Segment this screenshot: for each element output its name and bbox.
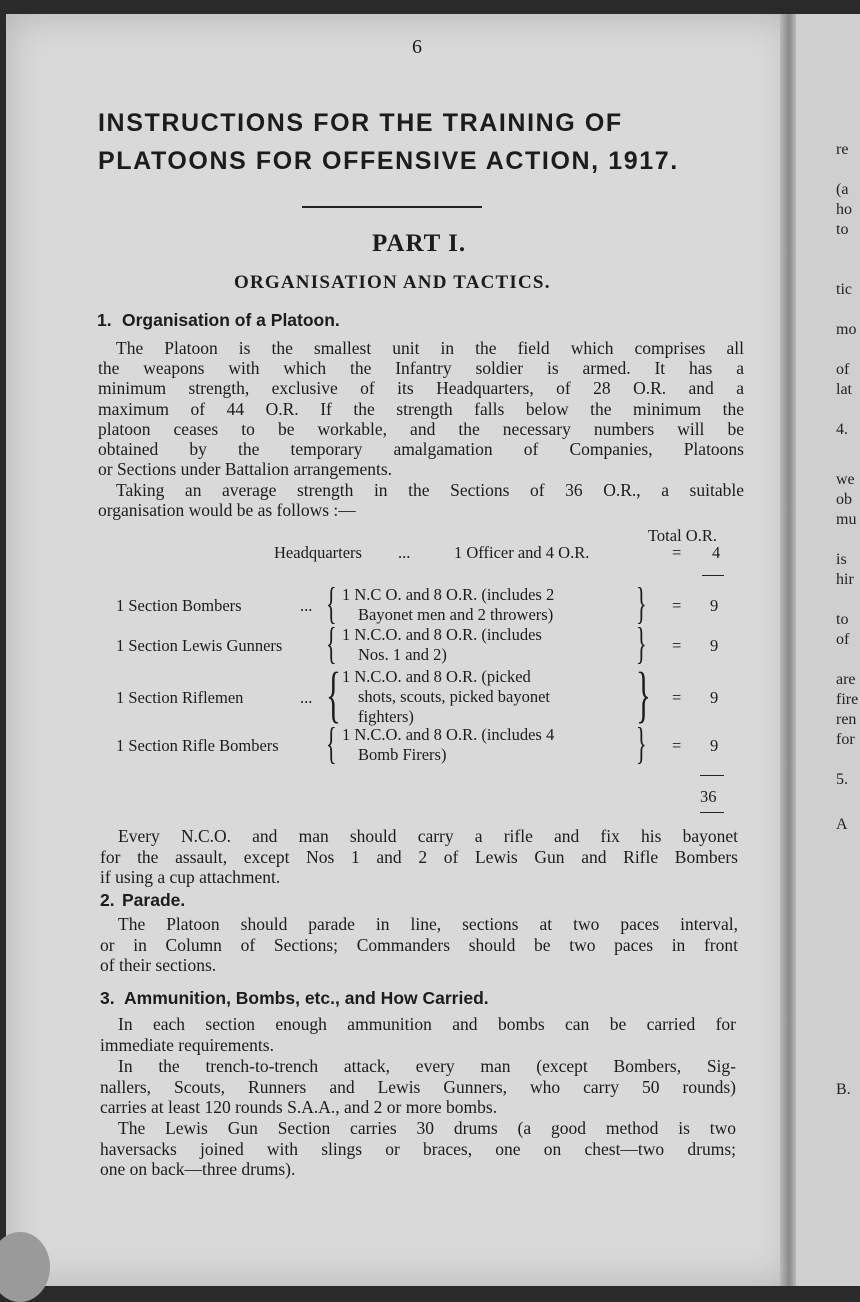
section-2-paragraph-line: of their sections. bbox=[100, 955, 217, 975]
section-row-label: 1 Section Lewis Gunners bbox=[116, 636, 283, 655]
section-subtitle: ORGANISATION AND TACTICS. bbox=[234, 272, 551, 293]
section-1-paragraph-1-line: The Platoon is the smallest unit in the field which comprises all bbox=[116, 338, 744, 358]
section-row-eq: = bbox=[672, 636, 682, 655]
section-row-label: 1 Section Riflemen bbox=[116, 688, 244, 707]
adjacent-page-fragment: hir bbox=[836, 571, 854, 588]
title-line-2: PLATOONS FOR OFFENSIVE ACTION, 1917. bbox=[98, 147, 679, 175]
section-2-paragraph-line: or in Column of Sections; Commanders should be two paces in front bbox=[100, 934, 738, 955]
section-row-eq: = bbox=[672, 596, 682, 615]
section-1-heading: Organisation of a Platoon. bbox=[122, 310, 340, 330]
right-brace: } bbox=[636, 661, 651, 729]
section-3-paragraph-2-line: carries at least 120 rounds S.A.A., and 2 or more bombs. bbox=[100, 1097, 498, 1117]
section-3-paragraph-2-line: In the trench-to-trench attack, every man (except Bombers, Sig- bbox=[118, 1056, 736, 1076]
title-line-1: INSTRUCTIONS FOR THE TRAINING OF bbox=[98, 109, 623, 137]
section-row-label: 1 Section Rifle Bombers bbox=[116, 736, 279, 755]
hq-desc: 1 Officer and 4 O.R. bbox=[454, 543, 590, 562]
adjacent-page-fragment: to bbox=[836, 221, 849, 238]
section-row-total: 9 bbox=[710, 688, 719, 707]
grand-total-rule-top bbox=[700, 775, 724, 776]
section-row-desc-1: 1 N.C.O. and 8 O.R. (includes bbox=[342, 625, 542, 644]
section-row-desc-3: fighters) bbox=[358, 707, 414, 726]
adjacent-page-fragment: 4. bbox=[836, 421, 848, 438]
section-row-total: 9 bbox=[710, 736, 719, 755]
section-1-number: 1. bbox=[97, 310, 112, 330]
section-row-desc-2: Bomb Firers) bbox=[358, 745, 447, 764]
total-header: Total O.R. bbox=[648, 526, 717, 545]
adjacent-page-fragment: B. bbox=[836, 1081, 851, 1098]
bayonet-paragraph-line: if using a cup attachment. bbox=[100, 867, 281, 887]
adjacent-page-fragment: lat bbox=[836, 381, 852, 398]
bayonet-paragraph-line: Every N.C.O. and man should carry a rifle and fix his bayonet bbox=[118, 826, 738, 846]
bayonet-paragraph-line: for the assault, except Nos 1 and 2 of Lewis Gun and Rifle Bombers bbox=[100, 846, 738, 867]
section-3-paragraph-1-line: In each section enough ammunition and bombs can be carried for bbox=[118, 1014, 736, 1034]
adjacent-page-fragment: ren bbox=[836, 711, 857, 728]
section-row-label: 1 Section Bombers bbox=[116, 596, 242, 615]
adjacent-page-fragment: is bbox=[836, 551, 847, 568]
section-row-desc-2: shots, scouts, picked bayonet bbox=[358, 687, 551, 706]
right-brace: } bbox=[636, 579, 647, 628]
section-1-paragraph-1-line: maximum of 44 O.R. If the strength falls below the minimum the bbox=[98, 398, 744, 419]
section-3-paragraph-2-line: nallers, Scouts, Runners and Lewis Gunners, who carry 50 rounds) bbox=[100, 1076, 736, 1097]
adjacent-page-fragment: ho bbox=[836, 201, 852, 218]
section-row-total: 9 bbox=[710, 596, 719, 615]
right-brace: } bbox=[636, 719, 647, 768]
section-3-paragraph-3-line: haversacks joined with slings or braces, one on chest—two drums; bbox=[100, 1138, 736, 1159]
adjacent-page-fragment: to bbox=[836, 611, 849, 628]
section-2-heading: Parade. bbox=[122, 890, 186, 910]
section-1-paragraph-1-line: or Sections under Battalion arrangements. bbox=[98, 459, 393, 480]
section-row-total: 9 bbox=[710, 636, 719, 655]
adjacent-page-fragment: mu bbox=[836, 511, 857, 528]
hq-total-rule bbox=[702, 575, 724, 576]
section-3-paragraph-3-line: one on back—three drums). bbox=[100, 1159, 296, 1179]
adjacent-page-fragment: re bbox=[836, 141, 849, 158]
adjacent-page-fragment: mo bbox=[836, 321, 857, 338]
grand-total-rule-bottom bbox=[700, 812, 724, 813]
section-1-paragraph-2-line: organisation would be as follows :— bbox=[98, 500, 356, 521]
section-2-paragraph-line: The Platoon should parade in line, sections at two paces interval, bbox=[118, 914, 738, 934]
section-1-paragraph-1-line: the weapons with which the Infantry soldier is armed. It has a bbox=[98, 358, 744, 379]
page-number: 6 bbox=[412, 36, 422, 58]
left-brace: { bbox=[326, 719, 337, 768]
section-3-paragraph-3-line: The Lewis Gun Section carries 30 drums (a good method is two bbox=[118, 1118, 736, 1138]
section-1-paragraph-1-line: obtained by the temporary amalgamation of Companies, Platoons bbox=[98, 439, 744, 459]
section-row-desc-1: 1 N.C O. and 8 O.R. (includes 2 bbox=[342, 585, 555, 604]
adjacent-page-fragment: (a bbox=[836, 181, 849, 198]
adjacent-page-fragment: fire bbox=[836, 691, 859, 708]
right-brace: } bbox=[636, 619, 647, 668]
section-1-paragraph-1-line: minimum strength, exclusive of its Headquarters, of 28 O.R. and a bbox=[98, 378, 744, 399]
adjacent-page-fragment: A bbox=[836, 816, 848, 833]
adjacent-page-fragment: we bbox=[836, 471, 855, 488]
hq-dots: ... bbox=[398, 543, 411, 562]
adjacent-page-fragment: of bbox=[836, 631, 850, 648]
hq-eq: = bbox=[672, 543, 682, 562]
left-brace: { bbox=[326, 619, 337, 668]
section-row-desc-1: 1 N.C.O. and 8 O.R. (picked bbox=[342, 667, 531, 686]
section-row-desc-1: 1 N.C.O. and 8 O.R. (includes 4 bbox=[342, 725, 555, 744]
adjacent-page-fragment: 5. bbox=[836, 771, 848, 788]
left-brace: { bbox=[326, 579, 337, 628]
grand-total: 36 bbox=[700, 787, 717, 806]
section-row-eq: = bbox=[672, 736, 682, 755]
section-2-number: 2. bbox=[100, 890, 115, 910]
section-3-paragraph-1-line: immediate requirements. bbox=[100, 1034, 274, 1055]
section-1-paragraph-1-line: platoon ceases to be workable, and the necessary numbers will be bbox=[98, 418, 744, 439]
section-3-heading: Ammunition, Bombs, etc., and How Carried. bbox=[124, 988, 489, 1008]
section-row-dots: ... bbox=[300, 596, 313, 615]
section-row-eq: = bbox=[672, 688, 682, 707]
section-row-desc-2: Bayonet men and 2 throwers) bbox=[358, 605, 554, 624]
adjacent-page-fragment: ob bbox=[836, 491, 852, 508]
section-row-desc-2: Nos. 1 and 2) bbox=[358, 645, 447, 664]
left-brace: { bbox=[326, 661, 341, 729]
hq-label: Headquarters bbox=[274, 543, 362, 562]
part-heading: PART I. bbox=[372, 230, 467, 257]
adjacent-page-fragment: for bbox=[836, 731, 855, 748]
hq-total: 4 bbox=[712, 543, 721, 562]
adjacent-page-fragment: of bbox=[836, 361, 850, 378]
adjacent-page-fragment: tic bbox=[836, 281, 852, 298]
section-1-paragraph-2-line: Taking an average strength in the Sections of 36 O.R., a suitable bbox=[116, 480, 744, 500]
section-3-number: 3. bbox=[100, 988, 115, 1008]
adjacent-page-fragment: are bbox=[836, 671, 856, 688]
title-rule bbox=[302, 206, 482, 208]
section-row-dots: ... bbox=[300, 688, 313, 707]
